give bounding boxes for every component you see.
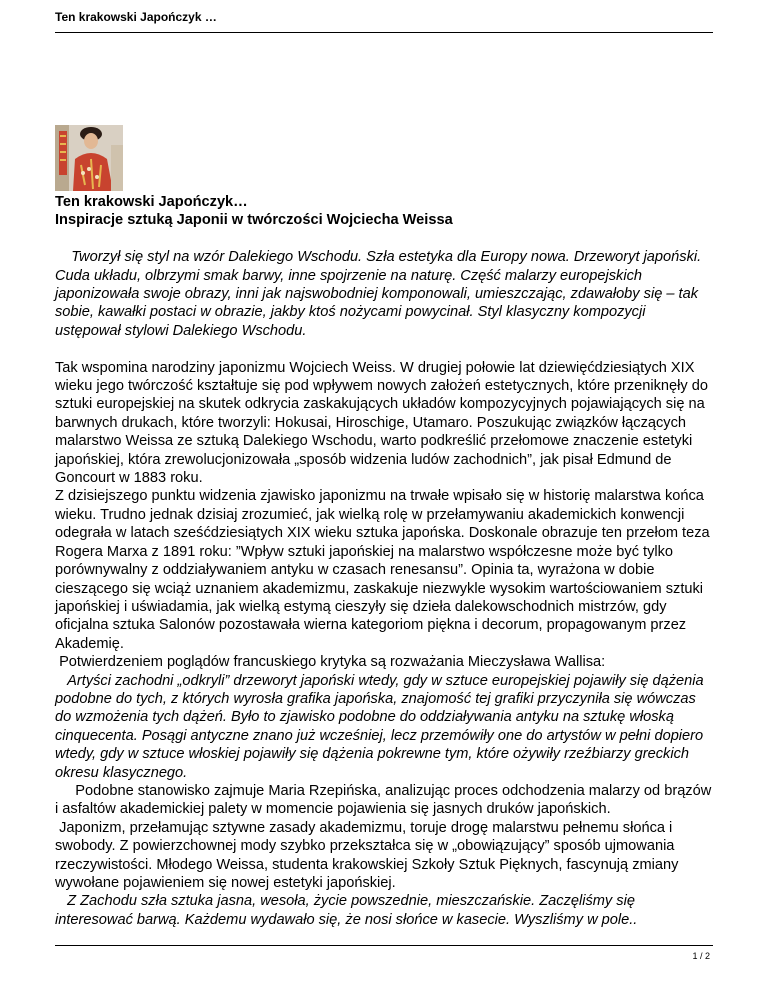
page-number: 1 / 2 [692,951,710,961]
body-paragraph: Podobne stanowisko zajmuje Maria Rzepińska, analizując proces odchodzenia malarzy od brązów i asfaltów akademickiej palety w momencie pojawienia się jasnych druków japońskich. [55,782,716,818]
footer-divider [55,945,713,946]
running-header-title: Ten krakowski Japończyk … [55,10,217,24]
body-paragraph: Potwierdzeniem poglądów francuskiego krytyka są rozważania Mieczysława Wallisa: [55,654,606,671]
spacer [55,230,715,248]
article-heading [55,193,715,230]
portrait-painting-icon [55,125,123,191]
header-divider [55,32,713,33]
body-paragraph: Z dzisiejszego punktu widzenia zjawisko japonizmu na trwałe wpisało się w historię malarstwa końca wieku. Trudno jednak dzisiaj zrozumieć, jak wielką rolę w przełamywaniu akademickich konwencji odegrała w latach sześćdziesiątych XIX wieku sztuka japońska. Doskonale obrazuje ten przełom teza Rogera Marxa z 1891 roku: ”Wpływ sztuki japońskiej na malarstwo współczesne może być tylko porównywalny z oddziaływaniem antyku w czasach renesansu”. Opinia ta, wyrażona w dobie cieszącego się wciąż uznaniem akademizmu, zaskakuje niezwykle wysokim wartościowaniem sztuki japońskiej i uświadamia, jak wielką estymą cieszyły się dzieła dalekowschodnich mistrzów, gdy oficjalna sztuka Salonów pozostawała wierna kategoriom piękna i decorum, propagowanym przez Akademię. [55,488,714,652]
article-body [55,193,715,929]
article-subtitle: Inspiracje sztuką Japonii w twórczości Wojciecha Weissa [55,212,453,229]
quote-paragraph: Artyści zachodni „odkryli” drzeworyt japoński wtedy, gdy w sztuce europejskiej pojawiły się dążenia podobne do tych, z których wyrosła grafika japońska, znajomość tej grafiki przyczyniła się wówczas do wzmożenia tych dążeń. Było to zjawisko podobne do oddziaływania antyku na sztukę włoską cinquecenta. Posągi antyczne znano już wcześniej, lecz przemówiły one do artystów w pełni dopiero wtedy, gdy w sztuce włoskiej pojawiły się dążenia pokrewne tym, które ożywiły rzeźbiarzy greckich okresu klasycznego. [55,672,708,781]
quote-paragraph: Z Zachodu szła sztuka jasna, wesoła, życie powszednie, mieszczańskie. Zaczęliśmy się interesować barwą. Każdemu wydawało się, że nosi słońce w kasecie. Wyszliśmy w pole.. [55,893,639,928]
article-title: Ten krakowski Japończyk… [55,194,248,210]
spacer [55,340,715,358]
quote-paragraph: Tworzył się styl na wzór Dalekiego Wschodu. Szła estetyka dla Europy nowa. Drzeworyt japoński. Cuda układu, olbrzymi smak barwy, inne spojrzenie na naturę. Część malarzy europejskich japonizowała swoje obrazy, inni jak najswobodniej komponowali, umieszczając, zdawałoby się – tak sobie, kawałki postaci w obrazie, jakby ktoś nożycami powycinał. Styl klasyczny kompozycji ustępował stylowi Dalekiego Wschodu. [55,249,706,339]
article-paragraphs [55,248,715,929]
body-paragraph: Tak wspomina narodziny japonizmu Wojciech Weiss. W drugiej połowie lat dziewięćdziesiątych XIX wieku jego twórczość kształtuje się pod wpływem nowych założeń estetycznych, które przeniknęły do sztuki europejskiej na skutek odkrycia zaskakujących układów kompozycyjnych pojawiających się na barwnych drukach, które tworzyli: Hokusai, Hiroschige, Utamaro. Poszukując związków łączących malarstwo Weissa ze sztuką Dalekiego Wschodu, warto podkreślić przełomowe znaczenie estetyki japońskiej, która zrewolucjonizowała „sposób widzenia ludów zachodnich”, jak pisał Edmund de Goncourt w 1883 roku. [55,359,713,487]
body-paragraph: Japonizm, przełamując sztywne zasady akademizmu, toruje drogę malarstwu pełnemu słońca i swobody. Z powierzchownej mody szybko przekształca się w „obowiązujący” sposób ujmowania rzeczywistości. Młodego Weissa, studenta krakowskiej Szkoły Sztuk Pięknych, fascynują zmiany wywołane pojawieniem się nowej estetyki japońskiej. [55,819,683,891]
